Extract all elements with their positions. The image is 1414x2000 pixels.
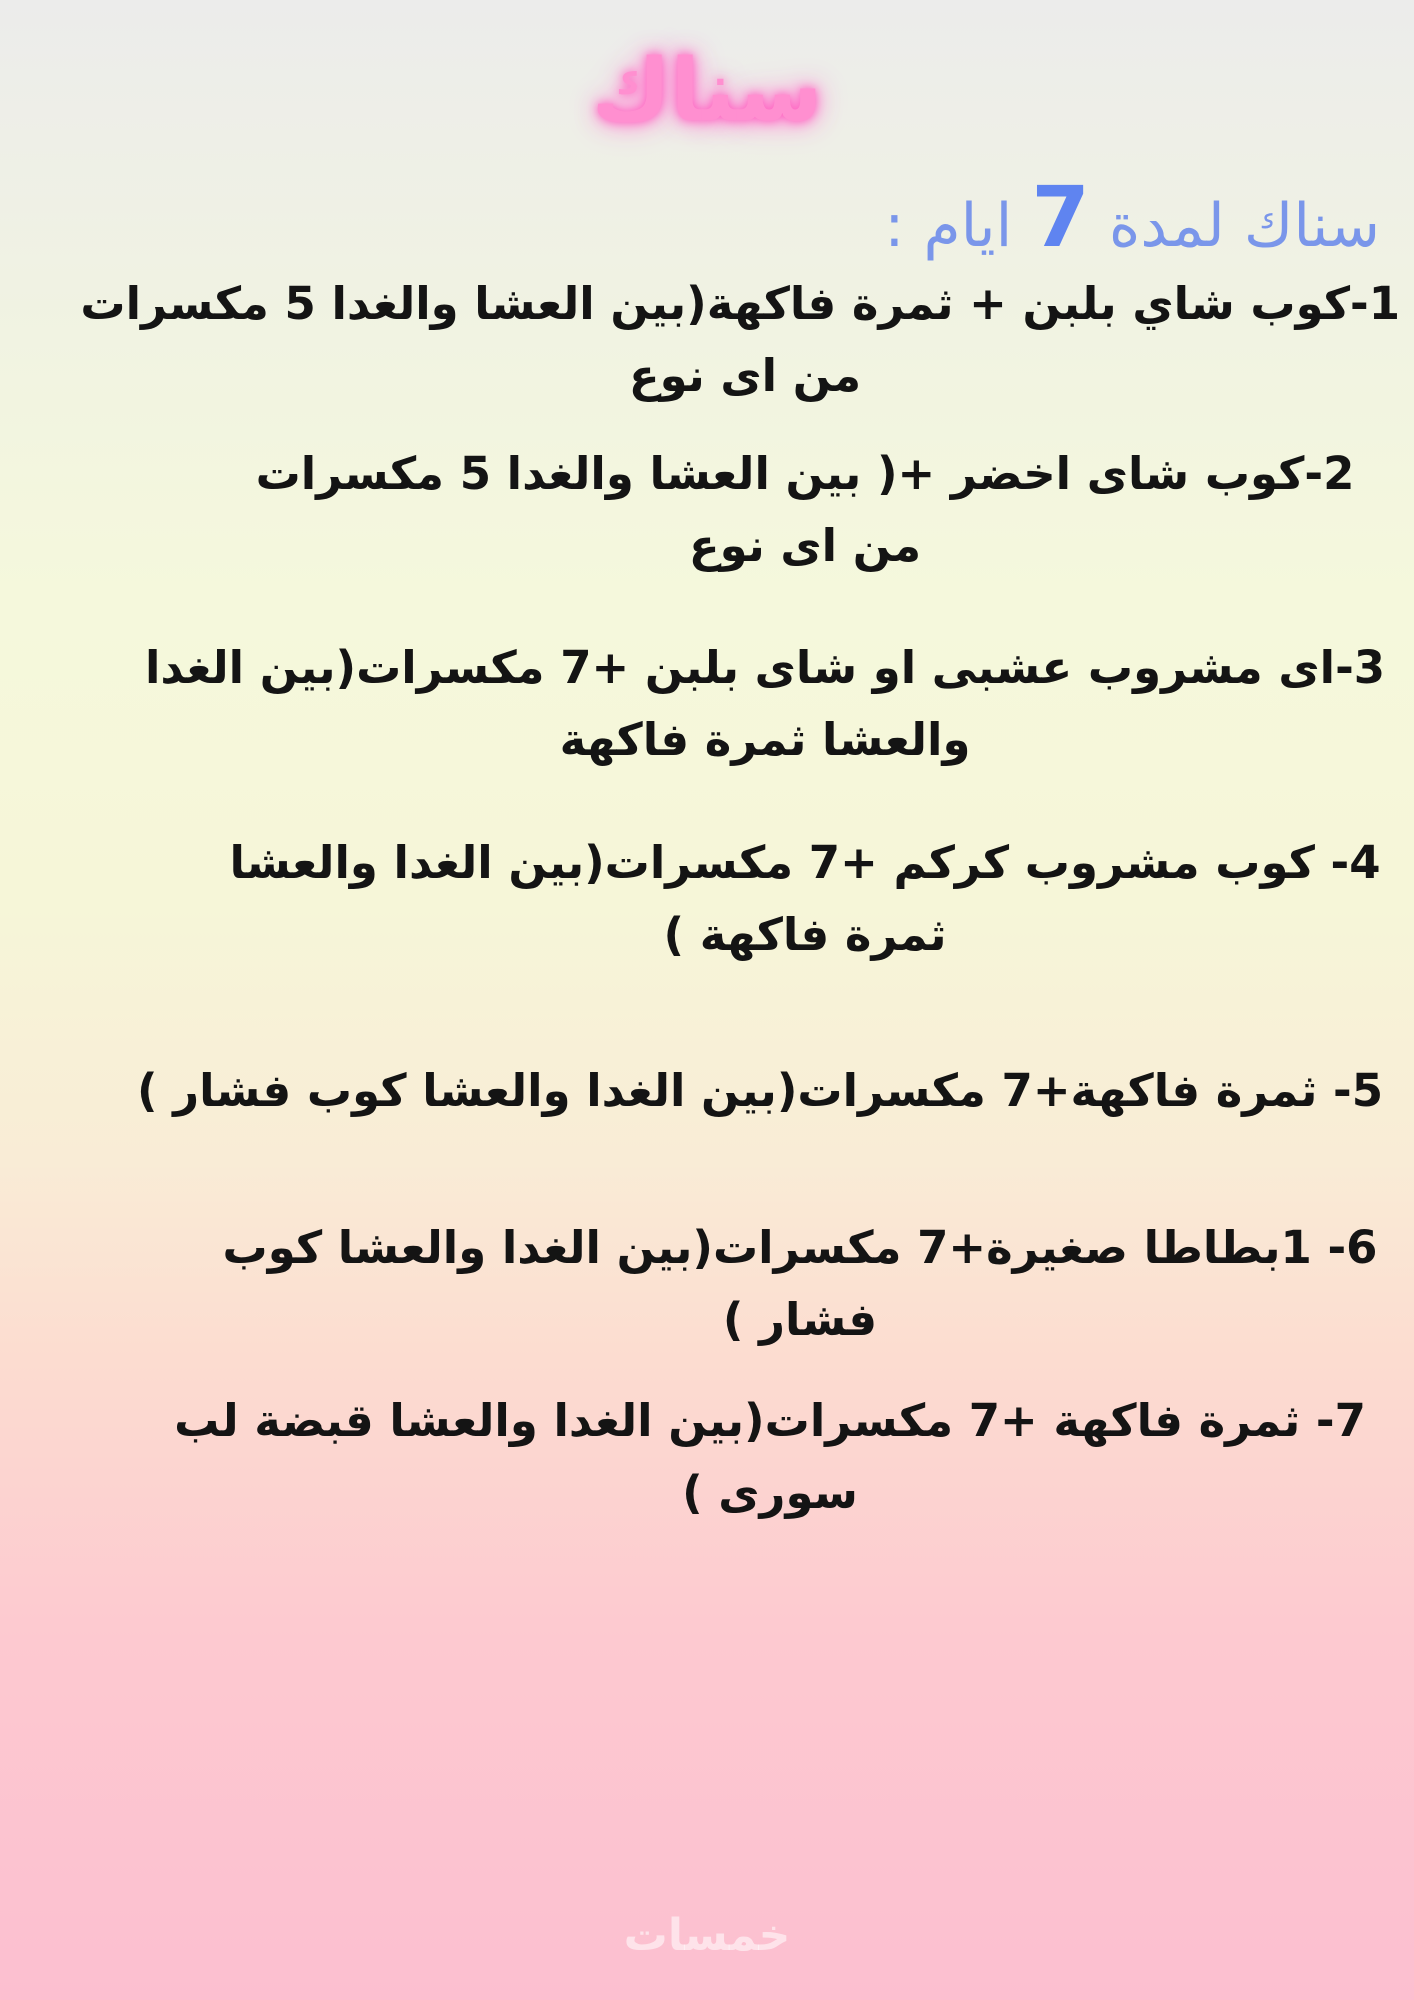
snack-item-5 [130, 1055, 1390, 1127]
snack-item-7 [160, 1385, 1380, 1529]
subtitle-number: 7 [1031, 168, 1090, 266]
snack-item-line: 5- ثمرة فاكهة+7 مكسرات(بين الغدا والعشا كوب فشار ) [136, 1064, 1384, 1117]
snack-item-line: 1-كوب شاي بلبن + ثمرة فاكهة(بين العشا والغدا 5 مكسرات [80, 277, 1400, 330]
subtitle-after: ايام : [884, 191, 1013, 261]
snack-item-line: من اى نوع [688, 519, 922, 572]
snack-item-6 [210, 1212, 1390, 1356]
snack-item-line: والعشا ثمرة فاكهة [559, 713, 971, 766]
snack-item-2 [250, 438, 1360, 582]
snack-item-line: 4- كوب مشروب كركم +7 مكسرات(بين الغدا والعشا [229, 836, 1381, 889]
snack-item-line: من اى نوع [628, 349, 862, 402]
snack-item-1 [80, 268, 1400, 412]
page-title: سناك [591, 41, 823, 141]
snack-item-line: 2-كوب شاى اخضر +( بين العشا والغدا 5 مكسرات [255, 447, 1355, 500]
snack-item-line: 3-اى مشروب عشبى او شاى بلبن +7 مكسرات(بين الغدا [144, 641, 1386, 694]
snack-item-4 [220, 827, 1390, 971]
snack-item-line: سورى ) [682, 1466, 858, 1519]
subtitle [884, 165, 1380, 270]
snack-item-line: فشار ) [722, 1293, 878, 1346]
subtitle-before: سناك لمدة [1108, 191, 1380, 261]
snack-item-line: ثمرة فاكهة ) [663, 908, 947, 961]
watermark: خمسات [623, 1910, 791, 1961]
snack-item-line: 6- 1بطاطا صغيرة+7 مكسرات(بين الغدا والعشا كوب [222, 1221, 1378, 1274]
snack-item-line: 7- ثمرة فاكهة +7 مكسرات(بين الغدا والعشا قبضة لب [174, 1394, 1366, 1447]
snack-item-3 [130, 632, 1400, 776]
